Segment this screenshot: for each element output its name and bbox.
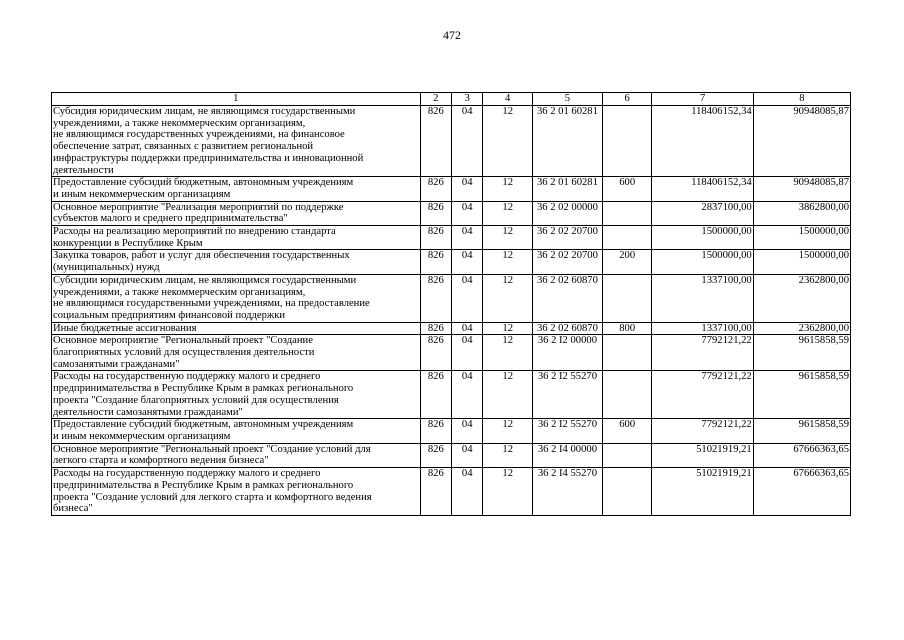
header-cell: 5: [533, 93, 603, 106]
table-row: [52, 106, 851, 177]
amount-year-1-cell: 2837100,00: [652, 201, 753, 225]
amount-year-1-cell: 1500000,00: [652, 250, 753, 274]
target-article-cell: 36 2 02 00000: [533, 201, 603, 225]
amount-year-1-cell: 7792121,22: [652, 371, 753, 419]
header-cell: 1: [52, 93, 421, 106]
amount-year-2-cell: 1500000,00: [753, 250, 850, 274]
target-article-cell: 36 2 01 60281: [533, 177, 603, 201]
section-code-cell: 04: [452, 419, 483, 443]
amount-year-2-cell: 1500000,00: [753, 226, 850, 250]
amount-year-1-cell: 1337100,00: [652, 322, 753, 335]
expense-name-cell: Предоставление субсидий бюджетным, автономным учреждениям и иным некоммерческим организациям: [52, 419, 421, 443]
target-article-cell: 36 2 I2 55270: [533, 371, 603, 419]
expense-name-cell: Иные бюджетные ассигнования: [52, 322, 421, 335]
ministry-code-cell: 826: [420, 274, 451, 322]
amount-year-2-cell: 2362800,00: [753, 274, 850, 322]
target-article-cell: 36 2 01 60281: [533, 106, 603, 177]
header-cell: 7: [652, 93, 753, 106]
subsection-code-cell: 12: [483, 274, 533, 322]
subsection-code-cell: 12: [483, 335, 533, 371]
section-code-cell: 04: [452, 106, 483, 177]
expense-name-cell: Субсидии юридическим лицам, не являющимся государственными учреждениями, а также некоммерческим организациям, не являющимся государственными учреждениями, на предоставление социальным предприятиям финансовой поддержки: [52, 274, 421, 322]
target-article-cell: 36 2 02 60870: [533, 274, 603, 322]
subsection-code-cell: 12: [483, 322, 533, 335]
section-code-cell: 04: [452, 177, 483, 201]
table-row: [52, 274, 851, 322]
amount-year-2-cell: 3862800,00: [753, 201, 850, 225]
header-cell: 8: [753, 93, 850, 106]
amount-year-2-cell: 9615858,59: [753, 335, 850, 371]
ministry-code-cell: 826: [420, 177, 451, 201]
amount-year-1-cell: 7792121,22: [652, 419, 753, 443]
ministry-code-cell: 826: [420, 468, 451, 516]
table-row: [52, 371, 851, 419]
table-row: [52, 335, 851, 371]
subsection-code-cell: 12: [483, 226, 533, 250]
subsection-code-cell: 12: [483, 419, 533, 443]
section-code-cell: 04: [452, 250, 483, 274]
expense-name-cell: Субсидия юридическим лицам, не являющимся государственными учреждениями, а также некоммерческим организациям, не являющимся государственных учреждениями, на финансовое обеспечение затрат, связанных с развитием региональной инфраструктуры поддержки предпринимательства и инновационной деятельности: [52, 106, 421, 177]
target-article-cell: 36 2 02 20700: [533, 250, 603, 274]
expense-type-cell: [602, 371, 652, 419]
subsection-code-cell: 12: [483, 201, 533, 225]
subsection-code-cell: 12: [483, 177, 533, 201]
expense-type-cell: [602, 226, 652, 250]
target-article-cell: 36 2 02 60870: [533, 322, 603, 335]
ministry-code-cell: 826: [420, 371, 451, 419]
amount-year-2-cell: 2362800,00: [753, 322, 850, 335]
expense-name-cell: Предоставление субсидий бюджетным, автономным учреждениям и иным некоммерческим организациям: [52, 177, 421, 201]
expense-type-cell: [602, 201, 652, 225]
expense-type-cell: [602, 274, 652, 322]
page-number: 472: [443, 28, 461, 42]
subsection-code-cell: 12: [483, 468, 533, 516]
subsection-code-cell: 12: [483, 250, 533, 274]
amount-year-2-cell: 67666363,65: [753, 468, 850, 516]
expense-name-cell: Расходы на государственную поддержку малого и среднего предпринимательства в Республике Крым в рамках регионального проекта "Создание благоприятных условий для осуществления деятельности самозанятыми гражданами": [52, 371, 421, 419]
amount-year-1-cell: 1337100,00: [652, 274, 753, 322]
table-row: [52, 468, 851, 516]
target-article-cell: 36 2 I2 55270: [533, 419, 603, 443]
target-article-cell: 36 2 I4 00000: [533, 443, 603, 467]
expense-type-cell: 200: [602, 250, 652, 274]
amount-year-2-cell: 90948085,87: [753, 106, 850, 177]
table-row: [52, 177, 851, 201]
expense-type-cell: [602, 335, 652, 371]
expense-type-cell: 600: [602, 419, 652, 443]
target-article-cell: 36 2 I4 55270: [533, 468, 603, 516]
expense-type-cell: 600: [602, 177, 652, 201]
table-row: [52, 250, 851, 274]
amount-year-1-cell: 1500000,00: [652, 226, 753, 250]
header-cell: 3: [452, 93, 483, 106]
budget-table: [51, 92, 851, 516]
target-article-cell: 36 2 I2 00000: [533, 335, 603, 371]
amount-year-1-cell: 51021919,21: [652, 468, 753, 516]
expense-type-cell: [602, 468, 652, 516]
amount-year-2-cell: 9615858,59: [753, 371, 850, 419]
table-row: [52, 443, 851, 467]
amount-year-1-cell: 118406152,34: [652, 106, 753, 177]
expense-name-cell: Расходы на государственную поддержку малого и среднего предпринимательства в Республике Крым в рамках регионального проекта "Создание условий для легкого старта и комфортного ведения бизнеса": [52, 468, 421, 516]
section-code-cell: 04: [452, 201, 483, 225]
header-cell: 6: [602, 93, 652, 106]
section-code-cell: 04: [452, 468, 483, 516]
ministry-code-cell: 826: [420, 250, 451, 274]
table-row: [52, 322, 851, 335]
amount-year-1-cell: 51021919,21: [652, 443, 753, 467]
expense-type-cell: [602, 443, 652, 467]
ministry-code-cell: 826: [420, 201, 451, 225]
amount-year-2-cell: 90948085,87: [753, 177, 850, 201]
subsection-code-cell: 12: [483, 106, 533, 177]
ministry-code-cell: 826: [420, 419, 451, 443]
amount-year-1-cell: 118406152,34: [652, 177, 753, 201]
table-row: [52, 226, 851, 250]
amount-year-2-cell: 9615858,59: [753, 419, 850, 443]
section-code-cell: 04: [452, 274, 483, 322]
target-article-cell: 36 2 02 20700: [533, 226, 603, 250]
ministry-code-cell: 826: [420, 335, 451, 371]
expense-name-cell: Основное мероприятие "Реализация мероприятий по поддержке субъектов малого и среднего предпринимательства": [52, 201, 421, 225]
expense-name-cell: Расходы на реализацию мероприятий по внедрению стандарта конкуренции в Республике Крым: [52, 226, 421, 250]
amount-year-2-cell: 67666363,65: [753, 443, 850, 467]
table-body: [52, 106, 851, 516]
header-cell: 4: [483, 93, 533, 106]
subsection-code-cell: 12: [483, 443, 533, 467]
subsection-code-cell: 12: [483, 371, 533, 419]
table-row: [52, 201, 851, 225]
expense-type-cell: [602, 106, 652, 177]
section-code-cell: 04: [452, 322, 483, 335]
expense-type-cell: 800: [602, 322, 652, 335]
table-row: [52, 419, 851, 443]
expense-name-cell: Закупка товаров, работ и услуг для обеспечения государственных (муниципальных) нужд: [52, 250, 421, 274]
expense-name-cell: Основное мероприятие "Региональный проект "Создание условий для легкого старта и комфортного ведения бизнеса": [52, 443, 421, 467]
section-code-cell: 04: [452, 443, 483, 467]
header-cell: 2: [420, 93, 451, 106]
section-code-cell: 04: [452, 335, 483, 371]
section-code-cell: 04: [452, 371, 483, 419]
ministry-code-cell: 826: [420, 226, 451, 250]
ministry-code-cell: 826: [420, 322, 451, 335]
header-row: [52, 93, 851, 106]
ministry-code-cell: 826: [420, 106, 451, 177]
ministry-code-cell: 826: [420, 443, 451, 467]
amount-year-1-cell: 7792121,22: [652, 335, 753, 371]
expense-name-cell: Основное мероприятие "Региональный проект "Создание благоприятных условий для осуществления деятельности самозанятыми гражданами": [52, 335, 421, 371]
section-code-cell: 04: [452, 226, 483, 250]
